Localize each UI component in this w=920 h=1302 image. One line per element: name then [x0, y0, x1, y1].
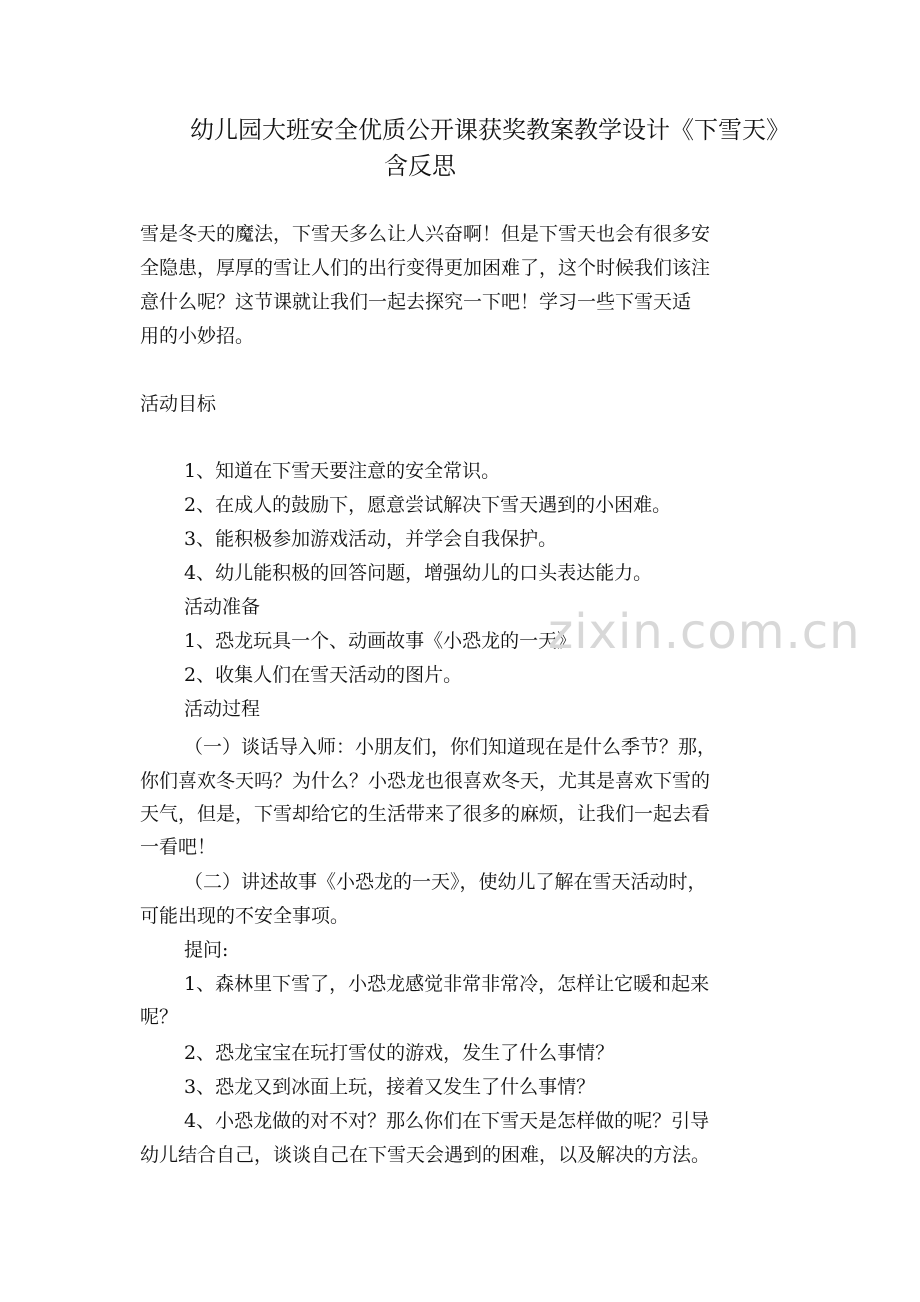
question-line: 1、森林里下雪了，小恐龙感觉非常非常冷，怎样让它暖和起来	[184, 973, 710, 995]
intro-line: 雪是冬天的魔法，下雪天多么让人兴奋啊！但是下雪天也会有很多安	[140, 223, 711, 245]
step2-line: 可能出现的不安全事项。	[140, 905, 350, 927]
title-line-1: 幼儿园大班安全优质公开课获奖教案教学设计《下雪天》	[190, 116, 790, 144]
step1-line: （一）谈话导入师：小朋友们，你们知道现在是什么季节？那，	[184, 736, 717, 758]
goal-item: 2、在成人的鼓励下，愿意尝试解决下雪天遇到的小困难。	[184, 494, 672, 516]
step1-line: 天气，但是，下雪却给它的生活带来了很多的麻烦，让我们一起去看	[140, 803, 711, 825]
question-line: 呢？	[140, 1006, 179, 1028]
goal-item: 3、能积极参加游戏活动，并学会自我保护。	[184, 528, 558, 550]
step1-line: 你们喜欢冬天吗？为什么？小恐龙也很喜欢冬天，尤其是喜欢下雪的	[140, 770, 711, 792]
goal-item: 1、知道在下雪天要注意的安全常识。	[184, 460, 501, 482]
title-line-2: 含反思	[384, 152, 456, 180]
step2-line: （二）讲述故事《小恐龙的一天》，使幼儿了解在雪天活动时，	[184, 871, 707, 893]
watermark: zixin.com.cn	[548, 604, 861, 660]
prep-heading: 活动准备	[184, 596, 261, 618]
intro-line: 意什么呢？这节课就让我们一起去探究一下吧！学习一些下雪天适	[140, 291, 692, 313]
question-line: 2、恐龙宝宝在玩打雪仗的游戏，发生了什么事情？	[184, 1042, 615, 1064]
process-heading: 活动过程	[184, 698, 261, 720]
question-line: 3、恐龙又到冰面上玩，接着又发生了什么事情？	[184, 1076, 596, 1098]
question-line: 幼儿结合自己，谈谈自己在下雪天会遇到的困难，以及解决的方法。	[140, 1144, 711, 1166]
goal-item: 4、幼儿能积极的回答问题，增强幼儿的口头表达能力。	[184, 562, 653, 584]
intro-line: 用的小妙招。	[140, 325, 255, 347]
step1-line: 一看吧！	[140, 836, 217, 858]
goals-heading: 活动目标	[140, 393, 217, 415]
question-line: 4、小恐龙做的对不对？那么你们在下雪天是怎样做的呢？引导	[184, 1110, 710, 1132]
prep-item: 1、恐龙玩具一个、动画故事《小恐龙的一天》	[184, 630, 577, 652]
questions-heading: 提问:	[184, 939, 229, 961]
intro-line: 全隐患，厚厚的雪让人们的出行变得更加困难了，这个时候我们该注	[140, 257, 711, 279]
document-title	[140, 112, 840, 184]
prep-item: 2、收集人们在雪天活动的图片。	[184, 664, 463, 686]
